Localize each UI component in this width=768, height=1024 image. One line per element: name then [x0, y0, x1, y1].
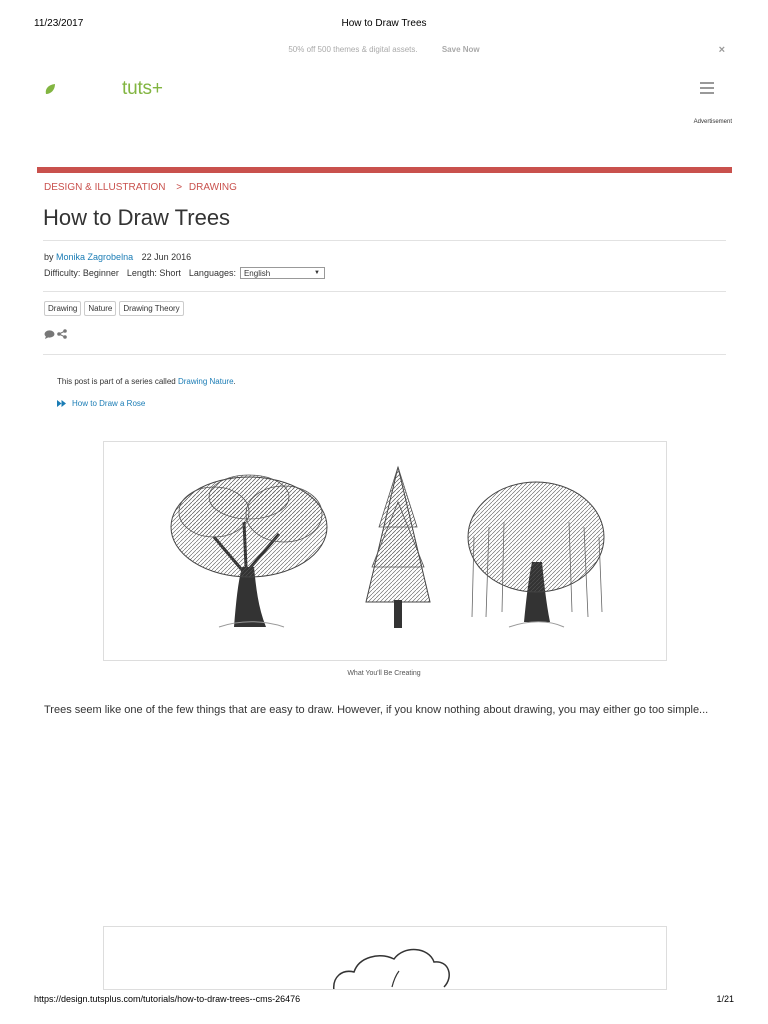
- pine-tree-drawing: [366, 467, 430, 628]
- tag-drawing[interactable]: Drawing: [44, 301, 81, 316]
- author-link[interactable]: Monika Zagrobelna: [56, 252, 134, 262]
- tag-nature[interactable]: Nature: [84, 301, 116, 316]
- article-intro: Trees seem like one of the few things that are easy to draw. However, if you know nothing about drawing, you may either go too simple...: [44, 704, 709, 716]
- close-icon[interactable]: ×: [718, 44, 725, 56]
- print-date: 11/23/2017: [34, 18, 84, 29]
- breadcrumb-separator: >: [176, 182, 183, 193]
- length-label: Length: Short: [126, 268, 181, 278]
- tag-list: [44, 301, 184, 316]
- comment-icon[interactable]: [44, 330, 55, 339]
- social-actions: [44, 329, 67, 339]
- divider: [43, 291, 726, 292]
- hamburger-menu-icon[interactable]: [700, 82, 714, 94]
- chevron-down-icon: ▼: [314, 270, 320, 276]
- trees-illustration: [104, 442, 667, 661]
- hero-image: [103, 441, 667, 661]
- oak-tree-drawing: [171, 475, 327, 627]
- article-byline: [44, 252, 191, 262]
- print-url: https://design.tutsplus.com/tutorials/how-to-draw-trees--cms-26476: [34, 994, 301, 1004]
- tag-drawing-theory[interactable]: Drawing Theory: [119, 301, 183, 316]
- breadcrumb-subcategory-link[interactable]: DRAWING: [188, 182, 237, 193]
- envato-leaf-icon[interactable]: [44, 83, 56, 95]
- series-suffix: .: [233, 377, 236, 386]
- difficulty-label: Difficulty: Beginner: [44, 268, 119, 278]
- byline-prefix: by: [44, 252, 54, 262]
- promo-banner: [0, 45, 768, 54]
- promo-text: 50% off 500 themes & digital assets.: [288, 45, 418, 54]
- divider: [43, 240, 726, 241]
- share-icon[interactable]: [57, 329, 67, 339]
- fast-forward-icon: [57, 400, 66, 407]
- series-next-item[interactable]: [57, 399, 145, 408]
- series-note: [57, 377, 236, 386]
- breadcrumb-category-link[interactable]: DESIGN & ILLUSTRATION: [44, 182, 166, 193]
- page-title: How to Draw Trees: [43, 205, 231, 230]
- series-link[interactable]: Drawing Nature: [177, 377, 234, 386]
- step-image: [103, 926, 667, 990]
- advertisement-label: Advertisement: [693, 119, 732, 125]
- publish-date: 22 Jun 2016: [141, 252, 192, 262]
- divider: [43, 354, 726, 355]
- category-color-bar: [37, 167, 732, 173]
- tree-sketch-drawing: [104, 927, 667, 990]
- series-prefix: This post is part of a series called: [57, 377, 176, 386]
- article-meta: [44, 267, 325, 279]
- promo-cta-link[interactable]: Save Now: [441, 45, 480, 54]
- breadcrumb: [44, 182, 237, 193]
- language-select[interactable]: [240, 267, 325, 279]
- print-footer: [34, 994, 734, 1004]
- figure-caption: What You'll Be Creating: [347, 670, 421, 677]
- languages-label: Languages:: [188, 268, 236, 278]
- print-page-number: 1/21: [716, 994, 734, 1004]
- print-title: How to Draw Trees: [341, 18, 427, 29]
- series-next-link[interactable]: How to Draw a Rose: [72, 399, 146, 408]
- willow-tree-drawing: [468, 482, 604, 627]
- language-select-value: English: [243, 268, 271, 278]
- print-header: [34, 18, 734, 29]
- tuts-logo[interactable]: tuts+: [122, 78, 163, 99]
